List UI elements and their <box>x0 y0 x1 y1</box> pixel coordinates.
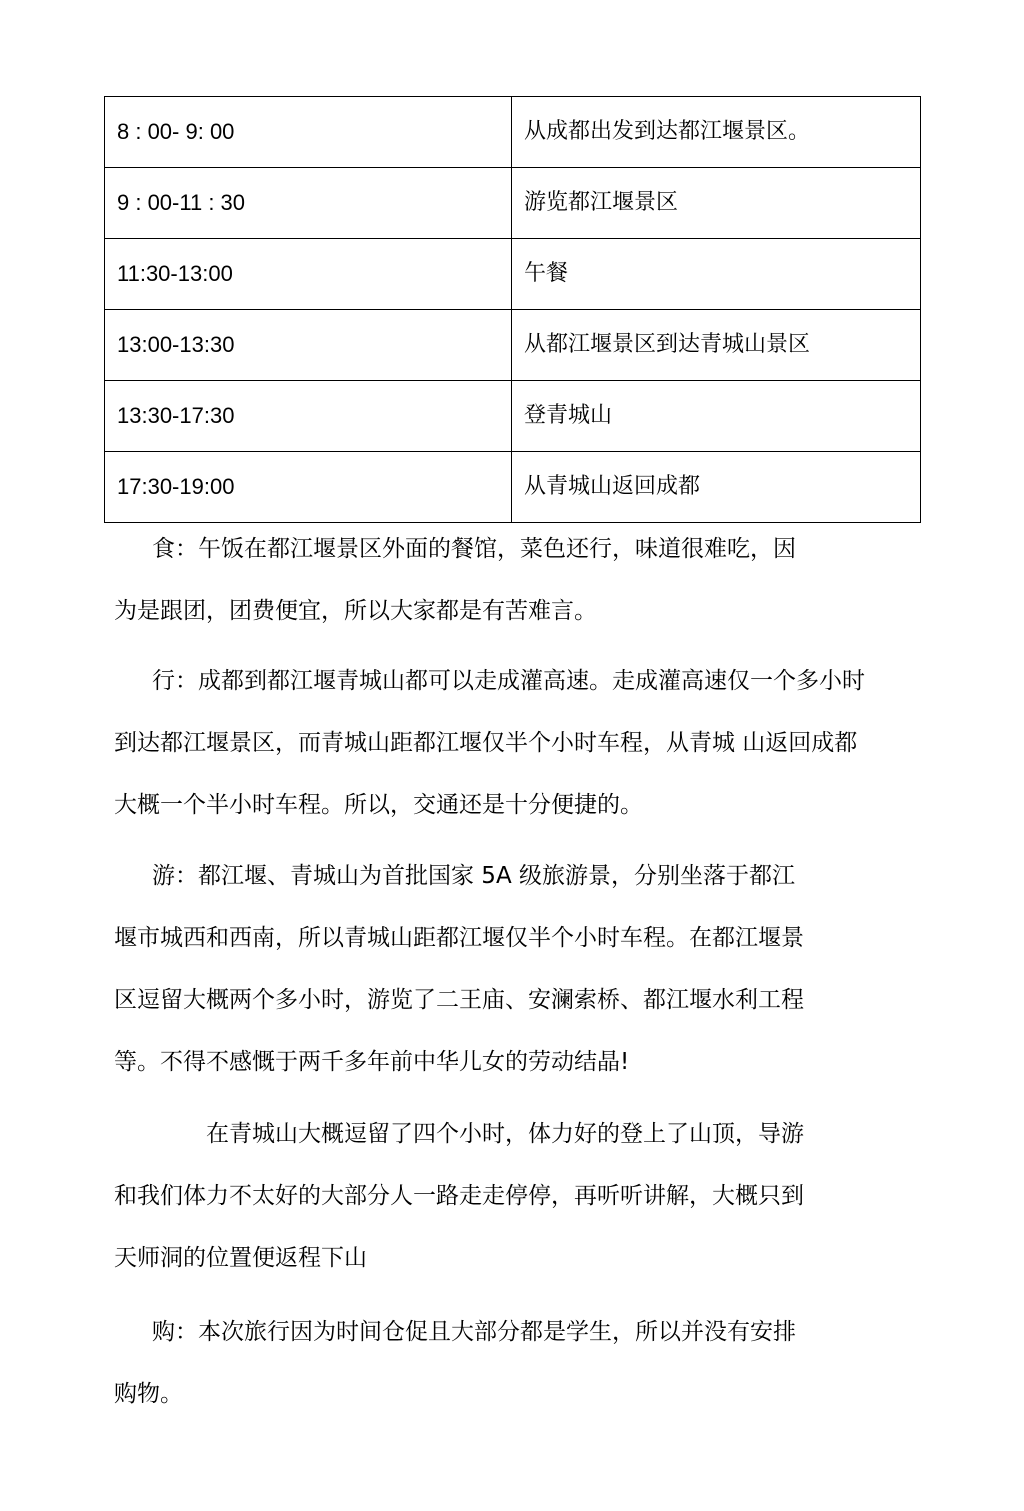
text-line: 行：成都到都江堰青城山都可以走成灌高速。走成灌高速仅一个多小时 <box>152 668 865 694</box>
text-line: 购物。 <box>114 1381 183 1407</box>
time-cell: 13:00-13:30 <box>105 310 512 381</box>
table-row <box>105 97 921 168</box>
text-line: 大概一个半小时车程。所以，交通还是十分便捷的。 <box>114 792 643 818</box>
activity-cell: 午餐 <box>512 239 921 310</box>
time-cell: 13:30-17:30 <box>105 381 512 452</box>
table-row <box>105 239 921 310</box>
activity-cell: 从青城山返回成都 <box>512 452 921 523</box>
table-row <box>105 381 921 452</box>
text-line: 游：都江堰、青城山为首批国家 5A 级旅游景，分别坐落于都江 <box>152 863 795 889</box>
text-line: 为是跟团，团费便宜，所以大家都是有苦难言。 <box>114 598 597 624</box>
text-line: 和我们体力不太好的大部分人一路走走停停，再听听讲解，大概只到 <box>114 1183 804 1209</box>
activity-cell: 从成都出发到达都江堰景区。 <box>512 97 921 168</box>
mountain-paragraph <box>114 1115 924 1301</box>
tour-paragraph <box>114 857 924 1105</box>
table-row <box>105 168 921 239</box>
time-cell: 8 : 00- 9: 00 <box>105 97 512 168</box>
text-line: 在青城山大概逗留了四个小时，体力好的登上了山顶，导游 <box>206 1121 804 1147</box>
text-line: 堰市城西和西南，所以青城山距都江堰仅半个小时车程。在都江堰景 <box>114 925 804 951</box>
table-row <box>105 310 921 381</box>
schedule-table <box>104 96 921 523</box>
text-line: 食：午饭在都江堰景区外面的餐馆，菜色还行，味道很难吃，因 <box>152 536 796 562</box>
activity-cell: 登青城山 <box>512 381 921 452</box>
time-cell: 11:30-13:00 <box>105 239 512 310</box>
travel-paragraph <box>114 662 924 848</box>
text-line: 到达都江堰景区，而青城山距都江堰仅半个小时车程，从青城 山返回成都 <box>114 730 858 756</box>
text-line: 天师洞的位置便返程下山 <box>114 1245 367 1271</box>
shopping-paragraph <box>114 1313 924 1437</box>
activity-cell: 游览都江堰景区 <box>512 168 921 239</box>
activity-cell: 从都江堰景区到达青城山景区 <box>512 310 921 381</box>
text-line: 区逗留大概两个多小时，游览了二王庙、安澜索桥、都江堰水利工程 <box>114 987 804 1013</box>
food-paragraph <box>114 530 924 654</box>
text-line: 购：本次旅行因为时间仓促且大部分都是学生，所以并没有安排 <box>152 1319 796 1345</box>
time-cell: 17:30-19:00 <box>105 452 512 523</box>
table-row <box>105 452 921 523</box>
text-line: 等。不得不感慨于两千多年前中华儿女的劳动结晶! <box>114 1049 630 1075</box>
time-cell: 9 : 00-11 : 30 <box>105 168 512 239</box>
